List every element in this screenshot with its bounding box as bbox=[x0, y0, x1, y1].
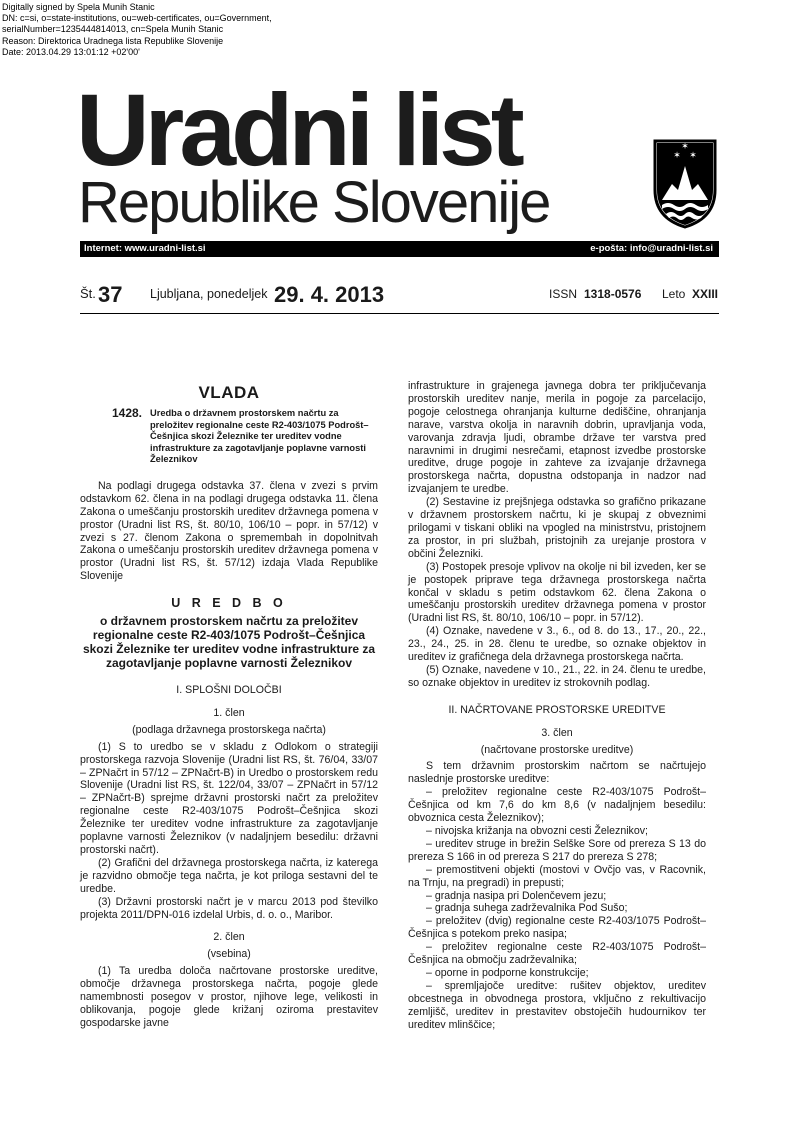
preamble: Na podlagi drugega odstavka 37. člena v zvezi s prvim odstavkom 62. člena in na podlagi drugega odstavka 11. člena Zakona o umeščanju prostorskih ureditev državnega pomena v prostor (Uradni list RS, št. 80/10, 106/10 – popr. in 57/12) v zvezi s 27. členom Zakona o spremembah in dopolnitvah Zakona o umeščanju prostorskih ureditev državnega pomena v prostor (Uradni list RS, št. 57/12) izdaja Vlada Republike Slovenije bbox=[80, 479, 378, 583]
paragraph: (5) Oznake, navedene v 10., 21., 22. in 24. členu te uredbe, so oznake objektov in ureditev iz strokovnih podlag. bbox=[408, 663, 706, 689]
list-item: – ureditev struge in brežin Selške Sore od prereza S 13 do prereza S 166 in od prereza S 217 do prereza S 278; bbox=[408, 837, 706, 863]
law-number: 1428. bbox=[111, 405, 142, 420]
svg-text:✶: ✶ bbox=[681, 142, 689, 152]
article-subtitle: (načrtovane prostorske ureditve) bbox=[480, 743, 634, 756]
signature-line: Digitally signed by Spela Munih Stanic bbox=[2, 2, 155, 12]
chapter-heading: II. NAČRTOVANE PROSTORSKE UREDITVE bbox=[448, 703, 666, 716]
article-heading: 2. člen bbox=[213, 931, 245, 944]
list-item: – gradnja suhega zadrževalnika Pod Sušo; bbox=[426, 902, 628, 915]
paragraph: (1) S to uredbo se v skladu z Odlokom o strategiji prostorskega razvoja Slovenije (Uradni list RS, št. 76/04, 33/07 – ZPNačrt in 57/12 – ZPNačrt-B) in Uredbo o prostorskem redu Slovenije (Uradni list RS, št. 122/04, 33/07 – ZPNačrt in 57/12 – ZPNačrt-B) sprejme državni prostorski načrt za preložitev regionalne ceste R2-403/1075 Podrošt–Češnjica skozi Železnike ter ureditev vodne infrastrukture za zagotavljanje poplavne varnosti Železnikov (v nadaljnjem besedilu: državni prostorski načrt). bbox=[80, 740, 378, 856]
signature-line: Date: 2013.04.29 13:01:12 +02'00' bbox=[2, 46, 140, 57]
header-rule bbox=[80, 313, 719, 314]
list-item: – nivojska križanja na obvozni cesti Železnikov; bbox=[426, 825, 648, 837]
signature-line: Reason: Direktorica Uradnega lista Republike Slovenije bbox=[2, 35, 224, 46]
paragraph: (2) Sestavine iz prejšnjega odstavka so grafično prikazane v državnem prostorskem načrtu, ki je skupaj z obveznimi prilogami v tiskani obliki na vpogled na ministrstvu, pristojnem za prostor, in pri službah, pristojnih za urejanje prostora v občini Železniki. bbox=[408, 496, 706, 560]
uredbo-heading: U R E D B O bbox=[171, 596, 287, 611]
left-column bbox=[80, 385, 378, 1030]
issn-value: 1318-0576 bbox=[584, 287, 642, 301]
law-heading bbox=[80, 405, 378, 466]
paragraph: infrastrukture in grajenega javnega dobra ter priključevanja prostorskih ureditev nanje, merila in pogoje za parcelacijo, pogoje celostnega ohranjanja kulturne dediščine, ohranjanja narave, varstva okolja in naravnih dobrin, upravljanja voda, varovanja zdravja ljudi, obrambe države ter varstva pred naravnimi in drugimi nesrečami, etapnost izvedbe prostorske ureditve, druge pogoje in zahteve za izvajanje državnega prostorskega načrta, dopustna odstopanja in nadzor nad izvajanjem te uredbe. bbox=[408, 380, 706, 496]
issue-date: 29. 4. 2013 bbox=[274, 282, 385, 307]
list-item: – preložitev regionalne ceste R2-403/1075 Podrošt–Češnjica od km 7,6 do km 8,6 (v nadaljnjem besedilu: obvoznica cesta Železnikov); bbox=[408, 786, 706, 825]
law-title: Uredba o državnem prostorskem načrtu za preložitev regionalne ceste R2-403/1075 Podrošt–Češnjica skozi Železnike ter ureditev vodne infrastrukture za zagotavljanje poplavne varnosti Železnikov bbox=[150, 407, 369, 465]
paragraph: S tem državnim prostorskim načrtom se načrtujejo naslednje prostorske ureditve: bbox=[408, 760, 706, 786]
masthead-title: Uradni list bbox=[76, 73, 520, 187]
list-item: – preložitev (dvig) regionalne ceste R2-403/1075 Podrošt–Češnjica s potekom preko nasipa; bbox=[408, 915, 706, 941]
leto-label: Leto bbox=[662, 287, 686, 301]
list-item: – premostitveni objekti (mostovi v Ovčjo vas, v Racovnik, na Trnju, na pregradi) in prepusti; bbox=[408, 863, 706, 889]
list-item: – spremljajoče ureditve: rušitev objektov, ureditev obcestnega in obvodnega prostora, vključno z rekultivacijo zemljišč, ureditev in prestavitev obstoječih hudournikov ter ureditev mlinščice; bbox=[408, 979, 706, 1031]
digital-signature bbox=[2, 2, 272, 58]
right-column bbox=[408, 380, 706, 1032]
list-item: – preložitev regionalne ceste R2-403/1075 Podrošt–Češnjica na območju zadrževalnika; bbox=[408, 941, 706, 967]
masthead-bar bbox=[80, 241, 719, 257]
paragraph: (3) Postopek presoje vplivov na okolje ni bil izveden, ker se je postopek priprave tega državnega prostorskega načrta končal v skladu s petim odstavkom 62. člena Zakona o umeščanju prostorskih ureditev državnega pomena v prostor (Uradni list RS, št. 80/10, 106/10 – popr. in 57/12). bbox=[408, 560, 706, 625]
issn-label: ISSN bbox=[549, 287, 578, 301]
article-heading: 3. člen bbox=[541, 726, 573, 739]
article-heading: 1. člen bbox=[213, 706, 245, 719]
svg-text:✶: ✶ bbox=[673, 151, 681, 161]
signature-line: serialNumber=1235444814013, cn=Spela Munih Stanic bbox=[2, 24, 224, 35]
signature-line: DN: c=si, o=state-institutions, ou=web-certificates, ou=Government, bbox=[2, 13, 272, 24]
list-item: – oporne in podporne konstrukcije; bbox=[426, 966, 589, 979]
issue-number: 37 bbox=[98, 282, 123, 307]
article-subtitle: (vsebina) bbox=[207, 948, 251, 961]
uredbo-title: o državnem prostorskem načrtu za preložitev regionalne ceste R2-403/1075 Podrošt–Češnjica skozi Železnike ter ureditev vodne infrastrukture za zagotavljanje poplavne varnosti Železnikov bbox=[82, 614, 376, 671]
masthead-subtitle: Republike Slovenije bbox=[78, 170, 550, 235]
list-item: – gradnja nasipa pri Dolenčevem jezu; bbox=[426, 889, 607, 902]
coat-of-arms-icon bbox=[652, 138, 718, 230]
issue-place-day: Ljubljana, ponedeljek bbox=[150, 287, 268, 301]
internet-link[interactable]: Internet: www.uradni-list.si bbox=[84, 243, 206, 254]
issue-line bbox=[80, 282, 720, 312]
paragraph: (1) Ta uredba določa načrtovane prostorske ureditve, območje državnega prostorskega načrta, pogoje glede namembnosti posegov v prostor, njihove lege, velikosti in oblikovanja, pogoje glede križanj oziroma prestavitev gospodarske javne bbox=[80, 965, 378, 1029]
leto-value: XXIII bbox=[692, 287, 719, 301]
paragraph: (3) Državni prostorski načrt je v marcu 2013 pod številko projekta 2011/DPN-016 izdelal Urbis, d. o. o., Maribor. bbox=[80, 895, 378, 921]
chapter-heading: I. SPLOŠNI DOLOČBI bbox=[176, 684, 282, 697]
paragraph: (2) Grafični del državnega prostorskega načrta, iz katerega je razvidno območje tega načrta, je kot priloga sestavni del te uredbe. bbox=[80, 856, 378, 895]
issue-number-label: Št. bbox=[80, 286, 96, 301]
section-heading: VLADA bbox=[198, 383, 260, 402]
svg-text:✶: ✶ bbox=[689, 151, 697, 161]
email-link[interactable]: e-pošta: info@uradni-list.si bbox=[590, 243, 713, 254]
article-subtitle: (podlaga državnega prostorskega načrta) bbox=[132, 723, 326, 736]
paragraph: (4) Oznake, navedene v 3., 6., od 8. do 13., 17., 20., 22., 23., 24., 25. in 28. členu te uredbe, so oznake objektov in ureditev iz grafičnega dela državnega prostorskega načrta. bbox=[408, 625, 706, 664]
